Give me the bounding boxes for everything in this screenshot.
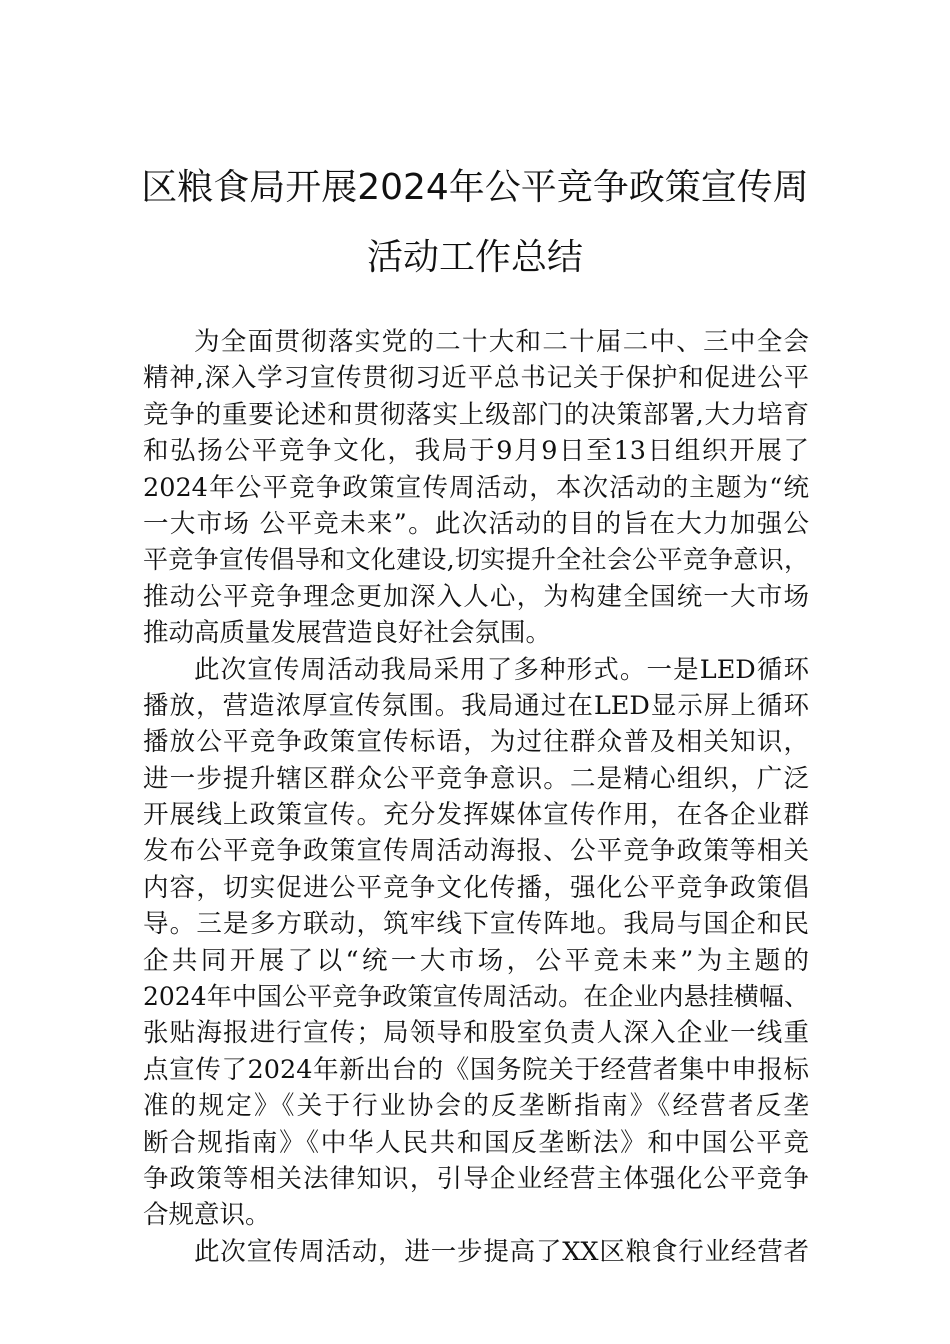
paragraph-1-line: 为全面贯彻落实党的二十大和二十届二中、三中全会 (194, 327, 809, 357)
paragraph-2-line: 张贴海报进行宣传；局领导和股室负责人深入企业一线重 (143, 1018, 809, 1049)
paragraph-1-line: 竞争的重要论述和贯彻落实上级部门的决策部署,大力培育 (143, 399, 809, 430)
paragraph-1-line: 推动高质量发展营造良好社会氛围。 (143, 618, 552, 649)
paragraph-2-line: 合规意识。 (143, 1200, 271, 1231)
paragraph-2-line: 播放，营造浓厚宣传氛围。我局通过在LED显示屏上循环 (143, 690, 809, 721)
paragraph-2-line: 进一步提升辖区群众公平竞争意识。二是精心组织，广泛 (143, 763, 809, 794)
paragraph-1-line: 一大市场 公平竞未来”。此次活动的目的旨在大力加强公 (143, 508, 809, 539)
paragraph-1-line: 推动公平竞争理念更加深入人心，为构建全国统一大市场 (143, 581, 809, 612)
paragraph-2-line: 发布公平竞争政策宣传周活动海报、公平竞争政策等相关 (143, 836, 809, 867)
paragraph-2-line: 导。三是多方联动，筑牢线下宣传阵地。我局与国企和民 (143, 909, 809, 940)
paragraph-2-line: 内容，切实促进公平竞争文化传播，强化公平竞争政策倡 (143, 872, 809, 903)
paragraph-2-line: 播放公平竞争政策宣传标语，为过往群众普及相关知识， (143, 727, 809, 758)
paragraph-2-line: 点宣传了2024年新出台的《国务院关于经营者集中申报标 (143, 1054, 809, 1085)
paragraph-2-line: 企共同开展了以“统一大市场，公平竞未来”为主题的 (143, 945, 809, 976)
paragraph-2-line: 争政策等相关法律知识，引导企业经营主体强化公平竞争 (143, 1163, 809, 1194)
paragraph-1-line: 精神,深入学习宣传贯彻习近平总书记关于保护和促进公平 (143, 363, 809, 394)
paragraph-1-line: 2024年公平竞争政策宣传周活动，本次活动的主题为“统 (143, 472, 809, 503)
document-title-line-2: 活动工作总结 (366, 237, 583, 278)
paragraph-2-line: 此次宣传周活动我局采用了多种形式。一是LED循环 (194, 654, 809, 685)
paragraph-2-line: 开展线上政策宣传。充分发挥媒体宣传作用，在各企业群 (143, 800, 809, 831)
paragraph-3-line: 此次宣传周活动，进一步提高了XX区粮食行业经营者 (194, 1236, 809, 1267)
paragraph-1-line: 和弘扬公平竞争文化，我局于9月9日至13日组织开展了 (143, 436, 809, 467)
document-body (143, 324, 809, 1270)
paragraph-1-line: 平竞争宣传倡导和文化建设,切实提升全社会公平竞争意识， (143, 545, 809, 575)
paragraph-2-line: 2024年中国公平竞争政策宣传周活动。在企业内悬挂横幅、 (143, 982, 809, 1012)
paragraph-2-line: 断合规指南》《中华人民共和国反垄断法》和中国公平竞 (143, 1127, 809, 1158)
document-title-line-1: 区粮食局开展2024年公平竞争政策宣传周 (141, 167, 809, 208)
paragraph-2-line: 准的规定》《关于行业协会的反垄断指南》《经营者反垄 (143, 1091, 809, 1122)
